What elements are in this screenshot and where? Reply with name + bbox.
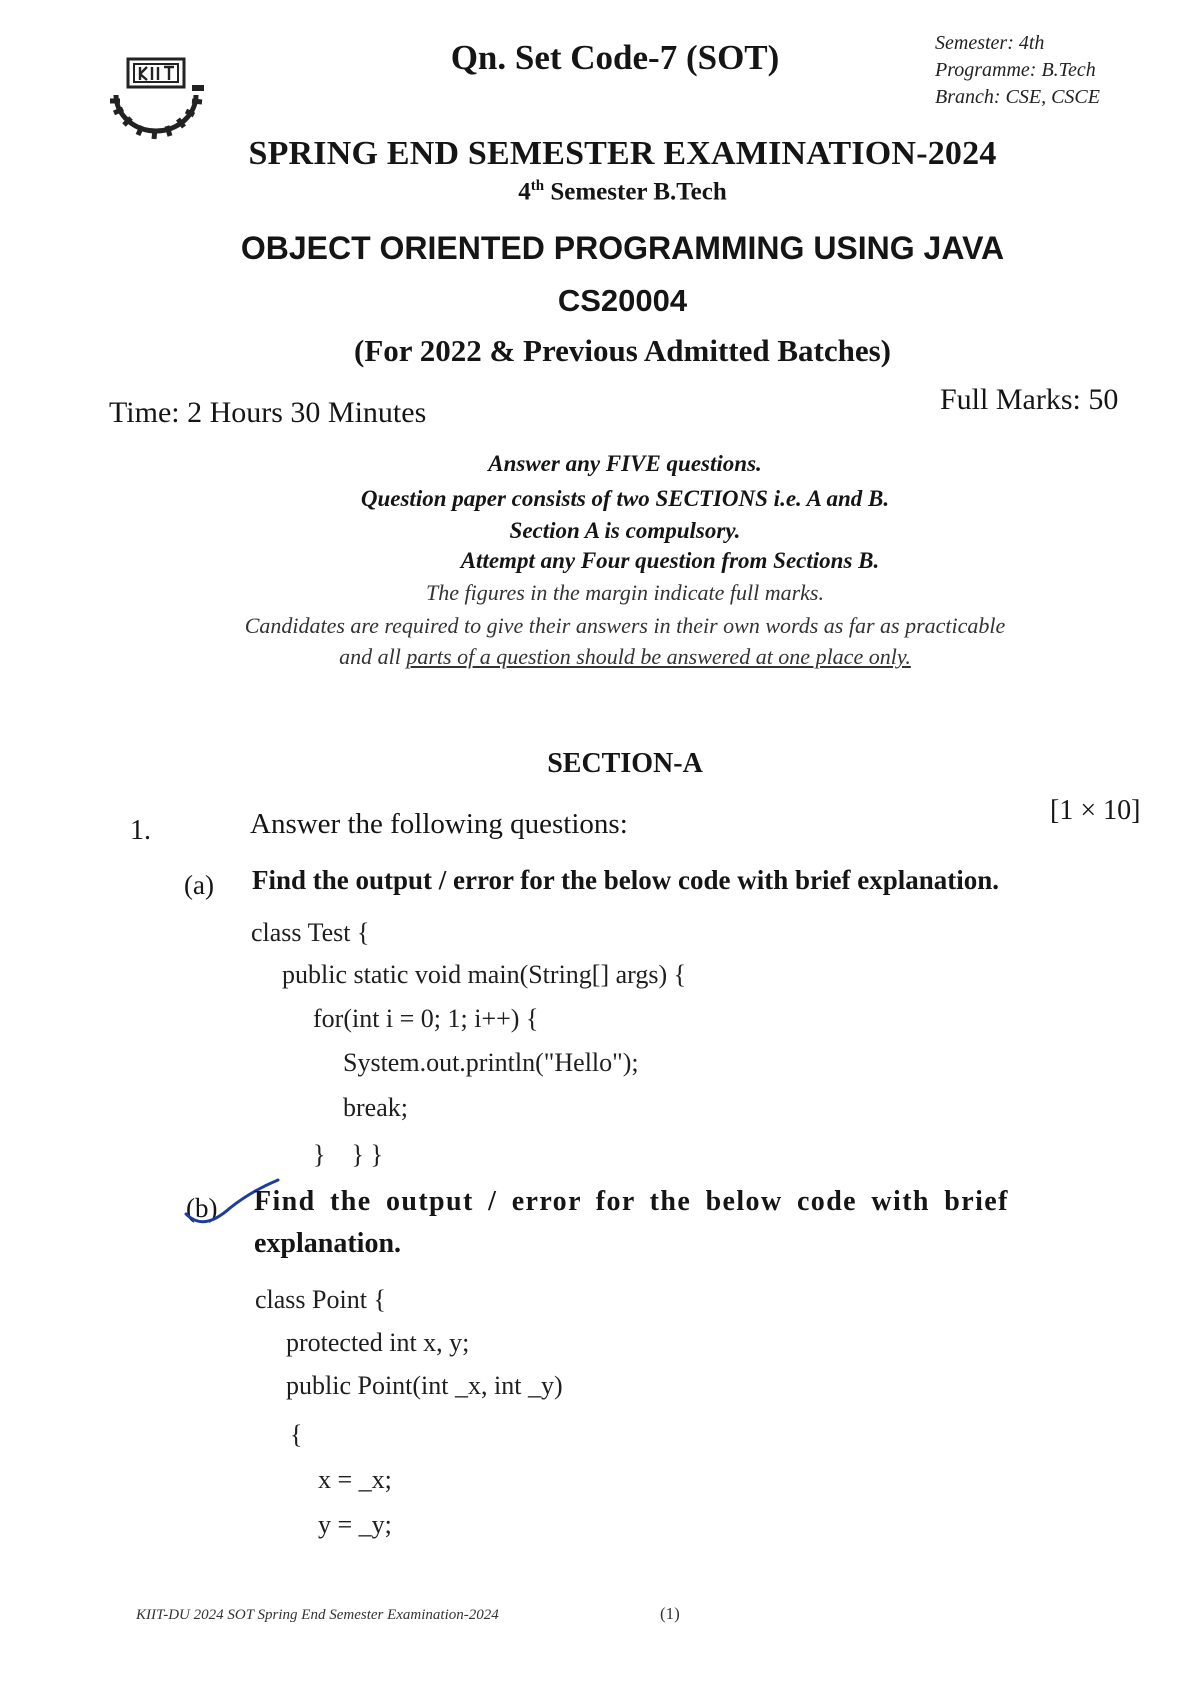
section-a-heading: SECTION-A [547,748,703,779]
semester-number: 4 [518,178,531,206]
instruction-line-3: Section A is compulsory. [509,518,741,543]
code-line: for(int i = 0; 1; i++) { [313,1004,539,1033]
page-number: (1) [660,1604,680,1623]
part-a-question: Find the output / error for the below code with brief explanation. [252,865,999,895]
branch-label: Branch: CSE, CSCE [935,86,1100,108]
code-line: class Test { [251,918,370,947]
code-line: break; [343,1093,408,1122]
code-line: protected int x, y; [286,1328,470,1357]
question-set-code: Qn. Set Code-7 (SOT) [450,38,780,77]
code-line: y = _y; [318,1510,392,1539]
page-footer: KIIT-DU 2024 SOT Spring End Semester Examination-2024 [136,1607,499,1623]
question-text: Answer the following questions: [250,808,628,840]
part-a-label: (a) [184,870,214,900]
part-b-label: (b) [186,1193,218,1223]
code-line: public static void main(String[] args) { [282,960,687,989]
programme-label: Programme: B.Tech [935,59,1096,81]
instruction-line-6: Candidates are required to give their answers in their own words as far as practicable [244,613,1006,638]
part-b-question-line-1: Find the output / error for the below code with brief [254,1186,1009,1217]
instruction-line-4: Attempt any Four question from Sections B. [460,548,880,573]
code-line: { [290,1420,303,1449]
code-line: x = _x; [318,1465,392,1494]
part-b-question-line-2: explanation. [254,1228,402,1259]
instruction-line-7-start: and all [339,644,407,669]
semester-suffix-sup: th [530,178,545,194]
instruction-line-1: Answer any FIVE questions. [488,451,762,476]
course-title: OBJECT ORIENTED PROGRAMMING USING JAVA [240,230,1005,266]
semester-label: Semester: 4th [935,32,1045,54]
full-marks: Full Marks: 50 [940,383,1119,416]
instruction-line-7 [0,644,1200,670]
question-number: 1. [130,815,151,846]
course-code: CS20004 [557,283,688,318]
question-marks: [1 × 10] [1050,795,1141,826]
code-line: class Point { [255,1285,386,1314]
exam-meta [935,30,1100,111]
instruction-line-2: Question paper consists of two SECTIONS i.e. A and B. [360,486,890,511]
code-line: public Point(int _x, int _y) [286,1371,563,1400]
exam-duration: Time: 2 Hours 30 Minutes [109,396,427,429]
code-line: System.out.println("Hello"); [343,1048,639,1077]
semester-text: Semester B.Tech [544,178,727,206]
instruction-line-7-underlined: parts of a question should be answered at one place only. [406,644,911,669]
admitted-batches: (For 2022 & Previous Admitted Batches) [354,333,891,368]
exam-title: SPRING END SEMESTER EXAMINATION-2024 [248,135,997,172]
instruction-line-5: The figures in the margin indicate full marks. [425,580,824,605]
semester-line [0,178,1200,206]
code-line: } } } [313,1140,383,1169]
